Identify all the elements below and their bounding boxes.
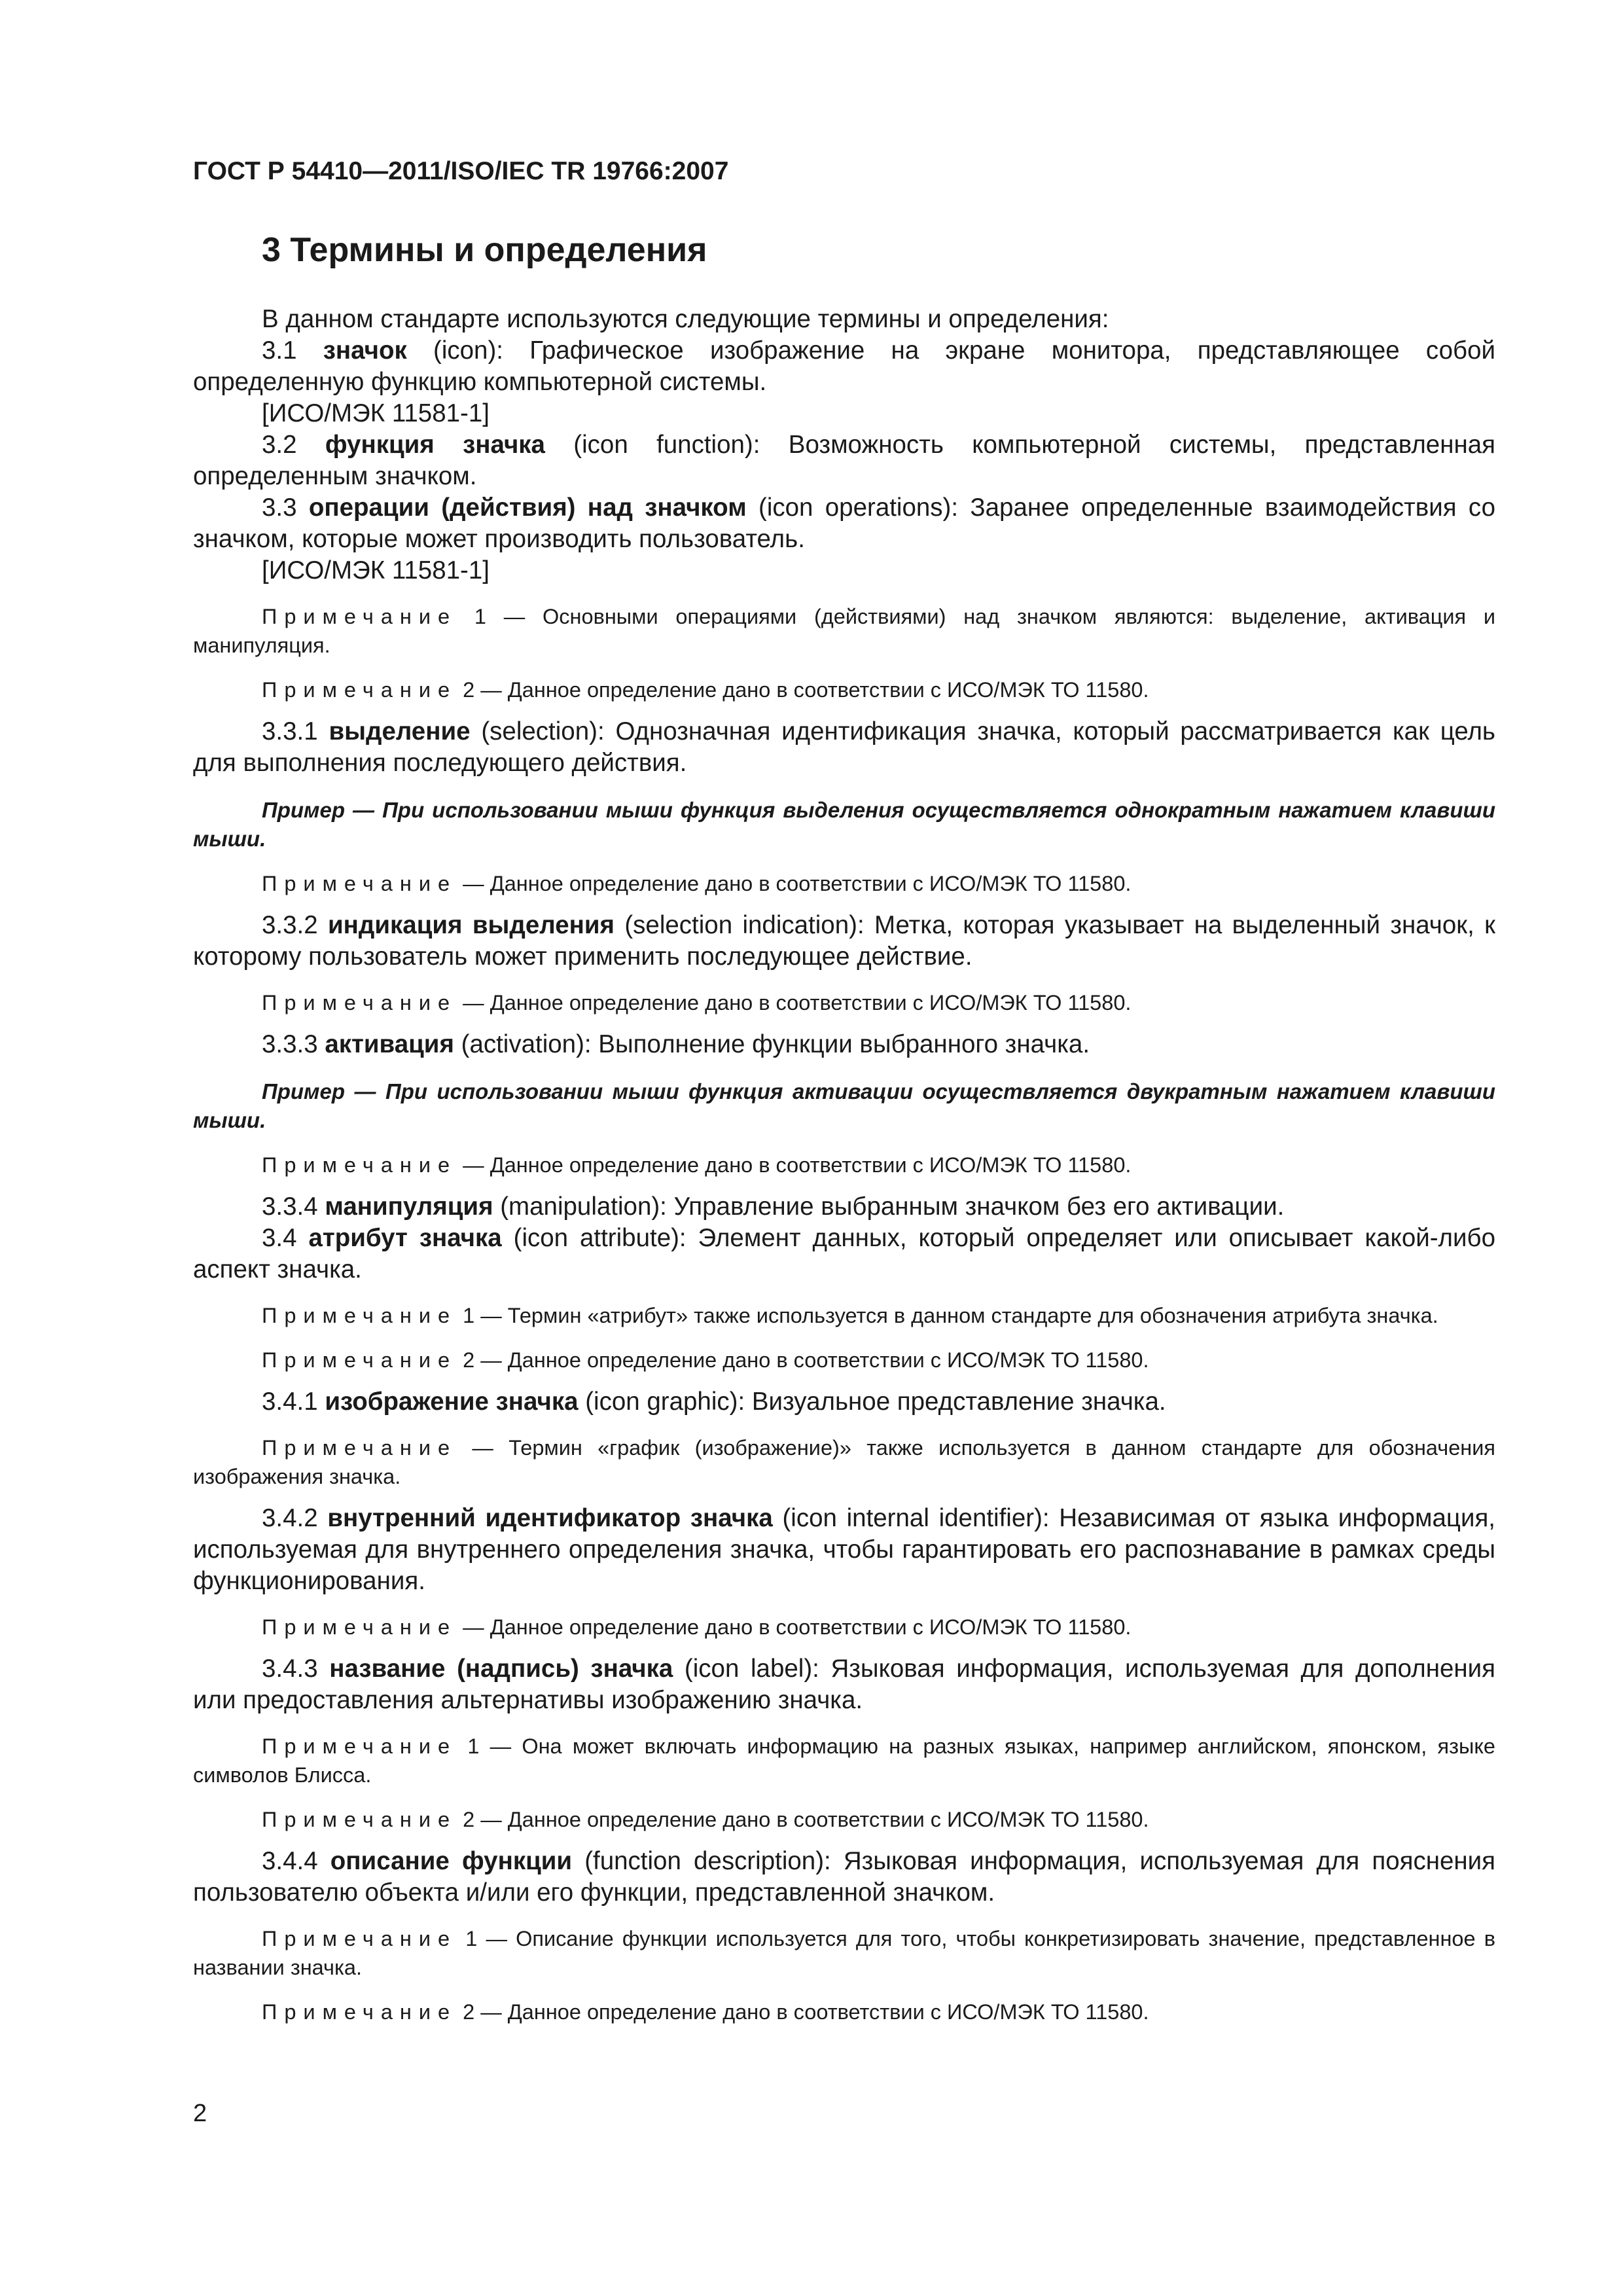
note: Примечание 2 — Данное определение дано в соответствии с ИСО/МЭК ТО 11580. (262, 678, 1149, 702)
term-3-3: 3.3 операции (действия) над значком (icon operations): Заранее определенные взаимодействия со значком, которые может производить пользователь. (193, 493, 1496, 553)
note: Примечание 1 — Основными операциями (действиями) над значком являются: выделение, активация и манипуляция. (193, 605, 1495, 657)
term-name: атрибут значка (308, 1224, 502, 1252)
note: Примечание — Термин «график (изображение)» также используется в данном стандарте для обозначения изображения значка. (193, 1436, 1495, 1488)
term-name: описание функции (330, 1847, 573, 1875)
term-3-2: 3.2 функция значка (icon function): Возможность компьютерной системы, представленная определенным значком. (193, 431, 1495, 490)
term-name: активация (325, 1030, 454, 1058)
term-name: значок (323, 336, 407, 365)
term-3-4-3: 3.4.3 название (надпись) значка (icon label): Языковая информация, используемая для дополнения или предоставления альтернативы изображению значка. (193, 1655, 1495, 1714)
term-name: изображение значка (325, 1388, 579, 1416)
example: Пример — При использовании мыши функция выделения осуществляется однократным нажатием клавиши мыши. (193, 798, 1495, 851)
term-3-4: 3.4 атрибут значка (icon attribute): Элемент данных, который определяет или описывает какой-либо аспект значка. (193, 1224, 1495, 1283)
term-3-3-3: 3.3.3 активация (activation): Выполнение функции выбранного значка. (262, 1030, 1090, 1058)
note: Примечание — Данное определение дано в соответствии с ИСО/МЭК ТО 11580. (262, 872, 1132, 895)
term-name: внутренний идентификатор значка (327, 1504, 773, 1532)
note: Примечание 1 — Описание функции используется для того, чтобы конкретизировать значение, представленное в названии значка. (193, 1927, 1495, 1979)
note: Примечание — Данное определение дано в соответствии с ИСО/МЭК ТО 11580. (262, 991, 1132, 1014)
example: Пример — При использовании мыши функция активации осуществляется двукратным нажатием клавиши мыши. (193, 1079, 1495, 1132)
term-name: манипуляция (325, 1193, 493, 1221)
term-3-3-1: 3.3.1 выделение (selection): Однозначная идентификация значка, который рассматривается как цель для выполнения последующего действия. (193, 717, 1495, 777)
note: Примечание — Данное определение дано в соответствии с ИСО/МЭК ТО 11580. (262, 1153, 1132, 1177)
note: Примечание 1 — Термин «атрибут» также используется в данном стандарте для обозначения атрибута значка. (262, 1304, 1438, 1327)
reference: [ИСО/МЭК 11581-1] (262, 399, 490, 427)
term-name: выделение (329, 717, 471, 745)
page-number: 2 (193, 2100, 207, 2127)
document-header: ГОСТ Р 54410—2011/ISO/IEC TR 19766:2007 (193, 157, 729, 185)
document-page (193, 157, 1495, 2026)
term-3-4-1: 3.4.1 изображение значка (icon graphic): Визуальное представление значка. (262, 1388, 1166, 1416)
note: Примечание — Данное определение дано в соответствии с ИСО/МЭК ТО 11580. (262, 1615, 1132, 1639)
note: Примечание 2 — Данное определение дано в соответствии с ИСО/МЭК ТО 11580. (262, 1348, 1149, 1372)
term-name: операции (действия) над значком (308, 493, 747, 522)
term-3-4-2: 3.4.2 внутренний идентификатор значка (icon internal identifier): Независимая от языка информация, используемая для внутреннего определения значка, чтобы гарантировать его распознавание в рамках среды функционирования. (193, 1504, 1495, 1595)
term-name: название (надпись) значка (329, 1655, 673, 1683)
note: Примечание 2 — Данное определение дано в соответствии с ИСО/МЭК ТО 11580. (262, 1808, 1149, 1831)
term-3-1: 3.1 значок (icon): Графическое изображение на экране монитора, представляющее собой определенную функцию компьютерной системы. (193, 336, 1496, 396)
term-name: функция значка (325, 431, 545, 459)
term-3-4-4: 3.4.4 описание функции (function description): Языковая информация, используемая для пояснения пользователю объекта и/или его функции, представленной значком. (193, 1847, 1495, 1907)
term-name: индикация выделения (328, 911, 615, 939)
reference: [ИСО/МЭК 11581-1] (262, 556, 490, 584)
term-3-3-2: 3.3.2 индикация выделения (selection indication): Метка, которая указывает на выделенный значок, к которому пользователь может применить последующее действие. (193, 911, 1495, 971)
intro-paragraph: В данном стандарте используются следующие термины и определения: (262, 305, 1109, 333)
note: Примечание 1 — Она может включать информацию на разных языках, например английском, японском, языке символов Блисса. (193, 1734, 1495, 1787)
term-3-3-4: 3.3.4 манипуляция (manipulation): Управление выбранным значком без его активации. (262, 1193, 1285, 1221)
section-title: 3 Термины и определения (262, 231, 707, 269)
note: Примечание 2 — Данное определение дано в соответствии с ИСО/МЭК ТО 11580. (262, 2000, 1149, 2024)
